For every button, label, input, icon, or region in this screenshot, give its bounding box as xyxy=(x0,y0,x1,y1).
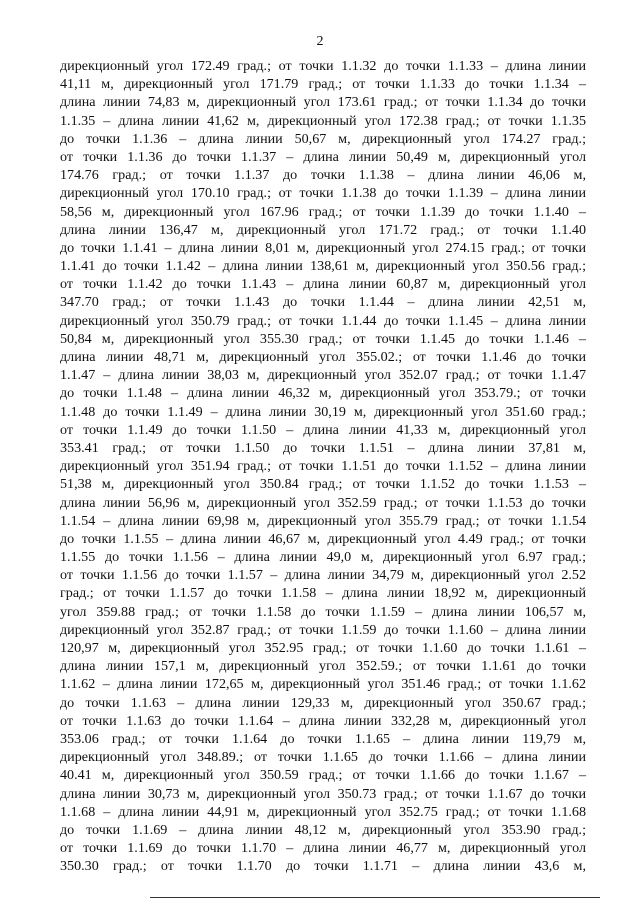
text-line: 1.1.54 – длина линии 69,98 м, дирекционный угол 355.79 град.; от точки 1.1.54 xyxy=(60,512,586,529)
text-line: длина линии 56,96 м, дирекционный угол 352.59 град.; от точки 1.1.53 до точки xyxy=(60,494,586,511)
text-line: дирекционный угол 352.87 град.; от точки 1.1.59 до точки 1.1.60 – длина линии xyxy=(60,621,586,638)
text-line: длина линии 30,73 м, дирекционный угол 350.73 град.; от точки 1.1.67 до точки xyxy=(60,785,586,802)
text-line: дирекционный угол 351.94 град.; от точки 1.1.51 до точки 1.1.52 – длина линии xyxy=(60,458,586,475)
text-line: 1.1.47 – длина линии 38,03 м, дирекционный угол 352.07 град.; от точки 1.1.47 xyxy=(60,367,586,384)
text-line: 1.1.55 до точки 1.1.56 – длина линии 49,0 м, дирекционный угол 6.97 град.; xyxy=(60,549,586,566)
text-line: 120,97 м, дирекционный угол 352.95 град.; от точки 1.1.60 до точки 1.1.61 – xyxy=(60,640,586,656)
text-line: до точки 1.1.55 – длина линии 46,67 м, дирекционный угол 4.49 град.; от точки xyxy=(60,530,586,547)
text-line: дирекционный угол 172.49 град.; от точки 1.1.32 до точки 1.1.33 – длина линии xyxy=(60,58,586,74)
text-line: длина линии 48,71 м, дирекционный угол 355.02.; от точки 1.1.46 до точки xyxy=(60,349,586,365)
text-line: 51,38 м, дирекционный угол 350.84 град.; от точки 1.1.52 до точки 1.1.53 – xyxy=(60,476,586,493)
text-line: угол 359.88 град.; от точки 1.1.58 до точки 1.1.59 – длина линии 106,57 м, xyxy=(60,603,586,620)
text-line: 58,56 м, дирекционный угол 167.96 град.; от точки 1.1.39 до точки 1.1.40 – xyxy=(60,203,586,220)
text-line: 350.30 град.; от точки 1.1.70 до точки 1.1.71 – длина линии 43,6 м, xyxy=(60,858,586,875)
text-line: длина линии 157,1 м, дирекционный угол 352.59.; от точки 1.1.61 до точки xyxy=(60,658,586,675)
text-line: 50,84 м, дирекционный угол 355.30 град.; от точки 1.1.45 до точки 1.1.46 – xyxy=(60,330,586,347)
text-line: до точки 1.1.69 – длина линии 48,12 м, дирекционный угол 353.90 град.; xyxy=(60,821,586,838)
text-line: 40.41 м, дирекционный угол 350.59 град.; от точки 1.1.66 до точки 1.1.67 – xyxy=(60,767,586,784)
text-line: до точки 1.1.36 – длина линии 50,67 м, дирекционный угол 174.27 град.; xyxy=(60,130,586,147)
text-line: от точки 1.1.49 до точки 1.1.50 – длина линии 41,33 м, дирекционный угол xyxy=(60,421,586,438)
text-line: дирекционный угол 348.89.; от точки 1.1.65 до точки 1.1.66 – длина линии xyxy=(60,749,586,766)
text-line: от точки 1.1.42 до точки 1.1.43 – длина линии 60,87 м, дирекционный угол xyxy=(60,276,586,293)
text-line: от точки 1.1.36 до точки 1.1.37 – длина линии 50,49 м, дирекционный угол xyxy=(60,148,586,165)
text-line: 1.1.68 – длина линии 44,91 м, дирекционный угол 352.75 град.; от точки 1.1.68 xyxy=(60,803,586,820)
text-line: град.; от точки 1.1.57 до точки 1.1.58 – длина линии 18,92 м, дирекционный xyxy=(60,585,586,602)
text-line: длина линии 136,47 м, дирекционный угол 171.72 град.; от точки 1.1.40 xyxy=(60,221,586,238)
text-line: 1.1.41 до точки 1.1.42 – длина линии 138,61 м, дирекционный угол 350.56 град.; xyxy=(60,258,586,275)
text-line: 174.76 град.; от точки 1.1.37 до точки 1.1.38 – длина линии 46,06 м, xyxy=(60,167,586,184)
body-text xyxy=(60,57,586,875)
text-line: от точки 1.1.69 до точки 1.1.70 – длина линии 46,77 м, дирекционный угол xyxy=(60,840,586,857)
footer-rule xyxy=(150,897,600,898)
text-line: до точки 1.1.63 – длина линии 129,33 м, дирекционный угол 350.67 град.; xyxy=(60,694,586,711)
page-number: 2 xyxy=(316,34,324,49)
text-line: длина линии 74,83 м, дирекционный угол 173.61 град.; от точки 1.1.34 до точки xyxy=(60,94,586,111)
text-line: 1.1.35 – длина линии 41,62 м, дирекционный угол 172.38 град.; от точки 1.1.35 xyxy=(60,112,586,129)
text-line: 353.06 град.; от точки 1.1.64 до точки 1.1.65 – длина линии 119,79 м, xyxy=(60,730,586,747)
text-line: 1.1.48 до точки 1.1.49 – длина линии 30,19 м, дирекционный угол 351.60 град.; xyxy=(60,403,586,420)
text-line: от точки 1.1.63 до точки 1.1.64 – длина линии 332,28 м, дирекционный угол xyxy=(60,712,586,729)
text-line: до точки 1.1.41 – длина линии 8,01 м, дирекционный угол 274.15 град.; от точки xyxy=(60,239,586,256)
text-line: дирекционный угол 350.79 град.; от точки 1.1.44 до точки 1.1.45 – длина линии xyxy=(60,312,586,329)
text-line: 347.70 град.; от точки 1.1.43 до точки 1.1.44 – длина линии 42,51 м, xyxy=(60,294,586,311)
text-line: 41,11 м, дирекционный угол 171.79 град.; от точки 1.1.33 до точки 1.1.34 – xyxy=(60,76,586,93)
text-line: 1.1.62 – длина линии 172,65 м, дирекционный угол 351.46 град.; от точки 1.1.62 xyxy=(60,676,586,693)
text-line: 353.41 град.; от точки 1.1.50 до точки 1.1.51 – длина линии 37,81 м, xyxy=(60,439,586,456)
text-line: от точки 1.1.56 до точки 1.1.57 – длина линии 34,79 м, дирекционный угол 2.52 xyxy=(60,567,586,584)
text-line: до точки 1.1.48 – длина линии 46,32 м, дирекционный угол 353.79.; от точки xyxy=(60,385,586,402)
text-line: дирекционный угол 170.10 град.; от точки 1.1.38 до точки 1.1.39 – длина линии xyxy=(60,185,586,202)
